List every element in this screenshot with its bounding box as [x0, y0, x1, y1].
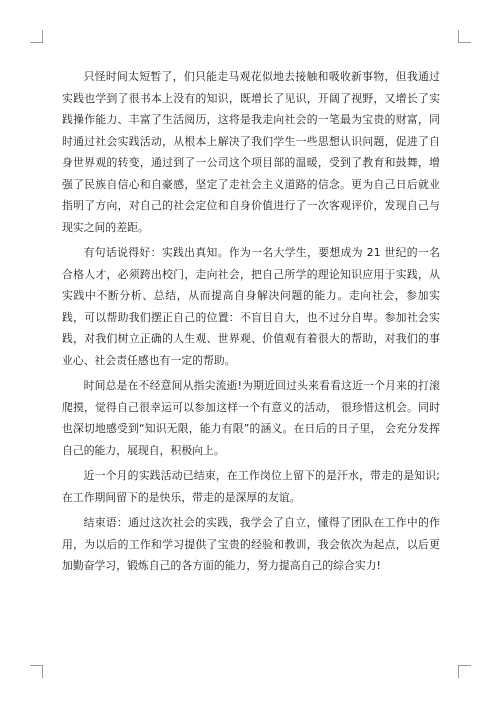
paragraph-month: 近一个月的实践活动已结束，在工作岗位上留下的是汗水，带走的是知识;在工作期间留下的是快乐，带走的是深厚的友谊。 — [62, 469, 440, 504]
paragraph-practice: 有句话说得好：实践出真知。作为一名大学生，要想成为 21 世纪的一名合格人才，必须跨出校门，走向社会，把自己所学的理论知识应用于实践，从实践中不断分析、总结，从而提高自身解决问题的能力。走向社会，参加实践，可以帮助我们摆正自己的位置：不盲目自大，也不过分自卑。参加社会实践，对我们树立正确的人生观、世界观、价值观有着很大的帮助，对我们的事业心、社会责任感也有一定的帮助。 — [62, 246, 440, 367]
crop-mark-top-right — [458, 30, 471, 43]
paragraph-summary: 只怪时间太短暂了，们只能走马观花似地去接触和吸收新事物，但我通过实践也学到了很书本上没有的知识，既增长了见识，开阔了视野，又增长了实践操作能力、丰富了生活阅历，这将是我走向社会的一笔最为宝贵的财富，同时通过社会实践活动，从根本上解决了我们学生一些思想认识问题，促进了自身世界观的转变，通过到了一公司这个项目部的温暖，受到了教育和鼓舞，增强了民族自信心和自豪感，坚定了走社会主义道路的信念。更为自己日后就业指明了方向，对自己的社会定位和自身价值进行了一次客观评价，发现自己与现实之间的差距。 — [62, 70, 440, 234]
document-body — [62, 66, 440, 581]
paragraph-conclusion: 结束语：通过这次社会的实践，我学会了自立，懂得了团队在工作中的作用，为以后的工作和学习提供了宝贵的经验和教训，我会依次为起点，以后更加勤奋学习，锻炼自己的各方面的能力，努力提高自己的综合实力! — [62, 516, 440, 572]
paragraph-time: 时间总是在不经意间从指尖流逝!为期近回过头来看看这近一个月来的打滚爬摸，觉得自己很幸运可以参加这样一个有意义的活动， 很珍惜这机会。同时也深切地感受到“知识无限，能力有限”的涵义。在日后的日子里， 会充分发挥自己的能力，展现自，积极向上。 — [62, 379, 440, 457]
crop-mark-top-left — [30, 30, 43, 43]
crop-mark-bottom-left — [30, 665, 43, 678]
crop-mark-bottom-right — [458, 665, 471, 678]
